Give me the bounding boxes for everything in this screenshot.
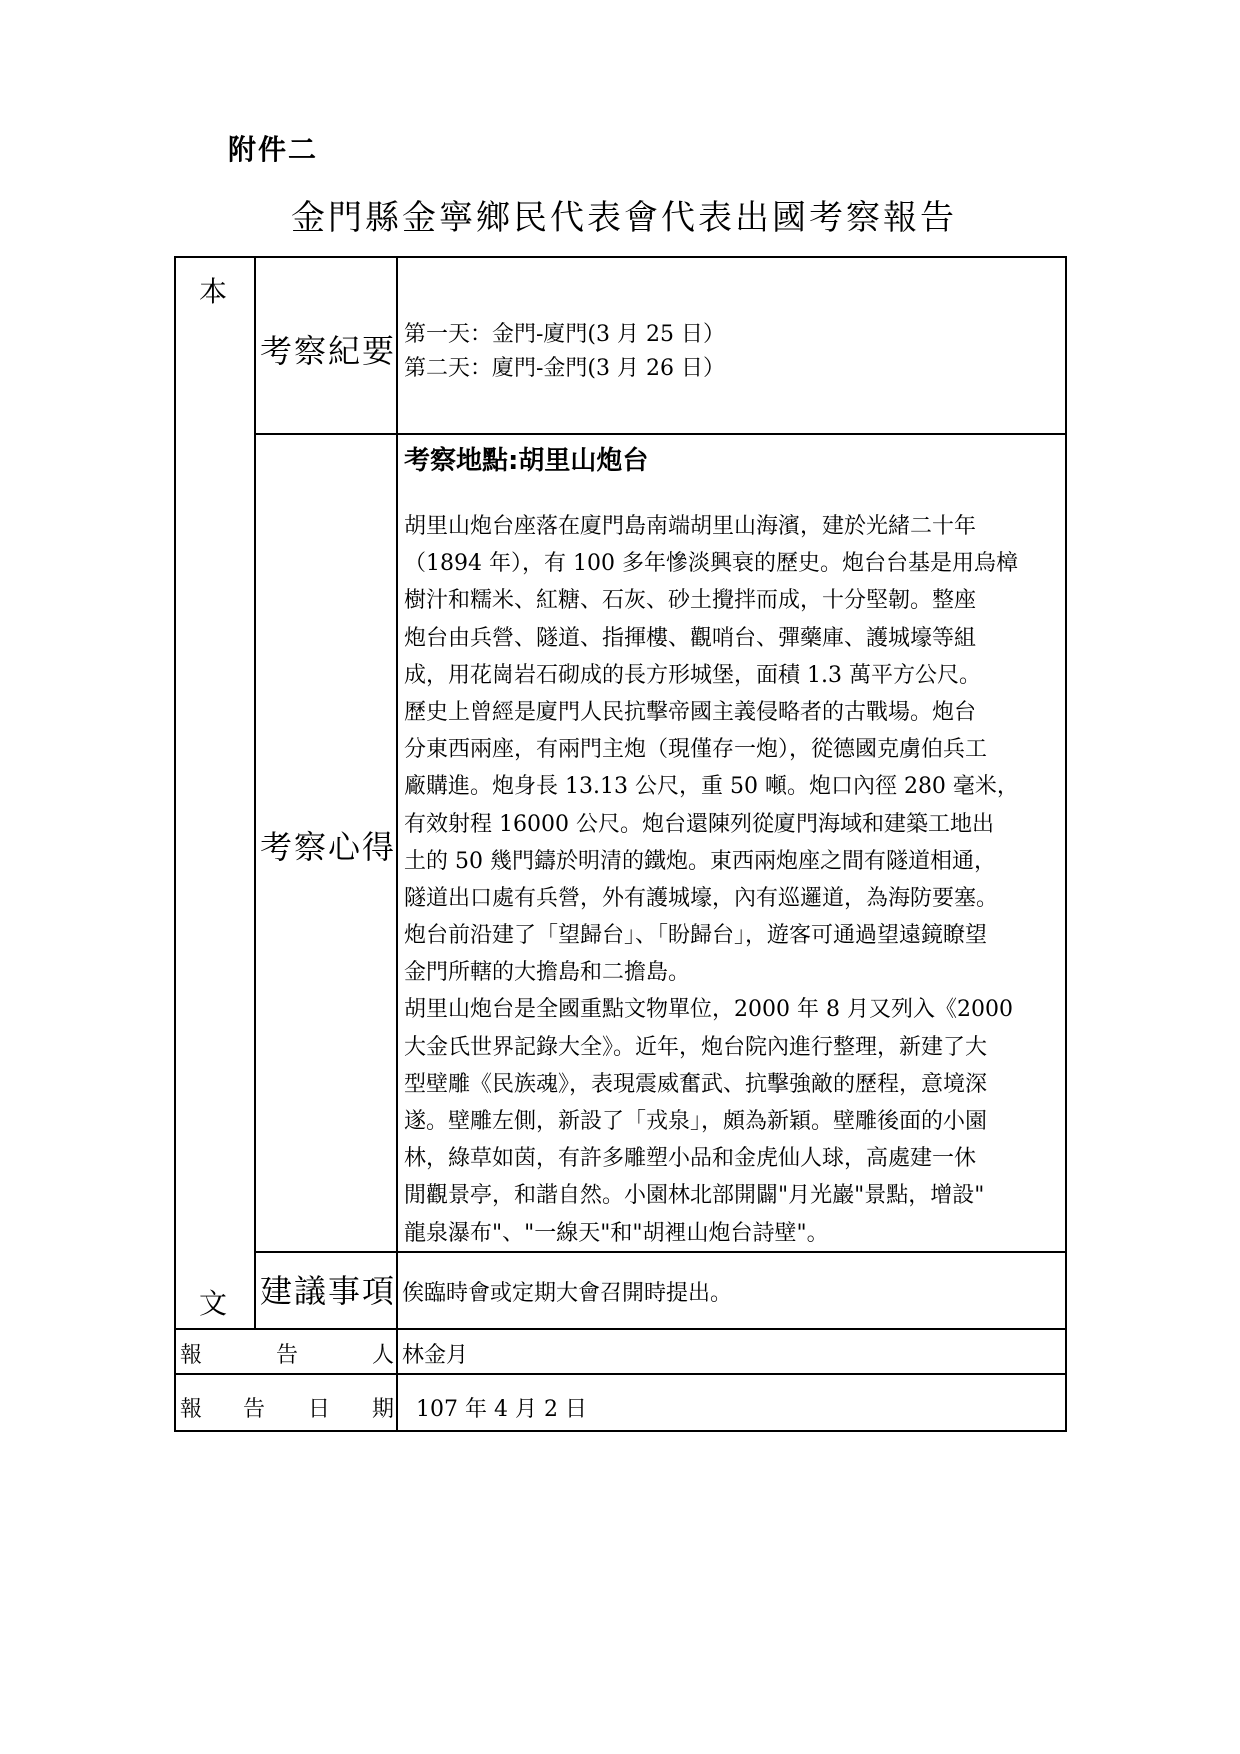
attachment-label: 附件二 (228, 133, 319, 166)
reporter-label-char-1: 報 (180, 1343, 203, 1368)
divider-row-date (174, 1373, 1067, 1375)
insights-body-line: 歷史上曾經是廈門人民抗擊帝國主義侵略者的古戰場。炮台 (404, 699, 977, 725)
suggestions-label: 建議事項 (260, 1272, 397, 1310)
insights-body-line: 大金氏世界記錄大全》。近年，炮台院內進行整理，新建了大 (404, 1034, 988, 1060)
insights-body-line: 型壁雕《民族魂》，表現震威奮武、抗擊強敵的歷程，意境深 (404, 1071, 988, 1097)
insights-body-line: 成，用花崗岩石砌成的長方形城堡，面積 1.3 萬平方公尺。 (404, 662, 981, 688)
insights-body-line: 遂。壁雕左側，新設了「戎泉」，頗為新穎。壁雕後面的小園 (404, 1109, 988, 1134)
insights-body-line: 金門所轄的大擔島和二擔島。 (404, 960, 691, 986)
insights-body-line: 分東西兩座，有兩門主炮（現僅存一炮），從德國克虜伯兵工 (404, 737, 988, 763)
insights-body-line: 炮台由兵營、隧道、指揮樓、觀哨台、彈藥庫、護城壕等組 (404, 625, 977, 651)
insights-body-line: 林，綠草如茵，有許多雕塑小品和金虎仙人球，高處建一休 (404, 1146, 977, 1172)
insights-label: 考察心得 (260, 828, 397, 866)
insights-body-line: 廠購進。炮身長 13.13 公尺，重 50 噸。炮口內徑 280 毫米， (404, 774, 1019, 800)
insights-body-line: 土的 50 幾門鑄於明清的鐵炮。東西兩炮座之間有隧道相通， (404, 848, 996, 874)
insights-body-line: 樹汁和糯米、紅糖、石灰、砂土攪拌而成，十分堅韌。整座 (404, 588, 977, 614)
divider-row-summary (254, 433, 1066, 435)
reporter-label-char-2: 告 (276, 1343, 299, 1368)
reporter-name: 林金月 (402, 1343, 469, 1368)
document-title: 金門縣金寧鄉民代表會代表出國考察報告 (291, 198, 957, 238)
insights-body-line: 龍泉瀑布"、"一線天"和"胡裡山炮台詩壁"。 (404, 1220, 829, 1246)
date-label-char-1: 報 (180, 1397, 203, 1422)
summary-itinerary (404, 318, 725, 386)
insights-body-line: 炮台前沿建了「望歸台」、「盼歸台」，遊客可通過望遠鏡瞭望 (404, 923, 988, 949)
insights-body-line: （1894 年），有 100 多年慘淡興衰的歷史。炮台台基是用烏樟 (404, 551, 1018, 577)
section-label-top: 本 (199, 275, 228, 308)
suggestions-text: 俟臨時會或定期大會召開時提出。 (402, 1281, 733, 1306)
divider-col-1 (254, 256, 256, 1329)
divider-row-reporter (174, 1328, 1067, 1330)
location-title: 考察地點:胡里山炮台 (404, 446, 649, 476)
section-label-bottom: 文 (199, 1287, 228, 1320)
report-date-value: 107 年 4 月 2 日 (416, 1397, 587, 1422)
insights-body-line: 隧道出口處有兵營，外有護城壕，內有巡邏道，為海防要塞。 (404, 885, 999, 911)
insights-body-line: 胡里山炮台是全國重點文物單位，2000 年 8 月又列入《2000 (404, 997, 1013, 1023)
insights-body (404, 508, 1066, 1252)
itinerary-day-2: 第二天：廈門-金門(3 月 26 日） (404, 356, 725, 381)
insights-body-line: 胡里山炮台座落在廈門島南端胡里山海濱，建於光緒二十年 (404, 514, 977, 539)
insights-body-line: 閒觀景亭，和諧自然。小園林北部開闢"月光巖"景點，增設" (404, 1183, 985, 1209)
insights-body-line: 有效射程 16000 公尺。炮台還陳列從廈門海域和建築工地出 (404, 811, 994, 837)
summary-label: 考察紀要 (260, 332, 397, 370)
date-label-char-3: 日 (308, 1397, 331, 1422)
itinerary-day-1: 第一天：金門-廈門(3 月 25 日） (404, 322, 725, 347)
reporter-label-char-3: 人 (372, 1343, 395, 1368)
date-label-char-4: 期 (372, 1397, 395, 1422)
date-label-char-2: 告 (243, 1397, 266, 1422)
